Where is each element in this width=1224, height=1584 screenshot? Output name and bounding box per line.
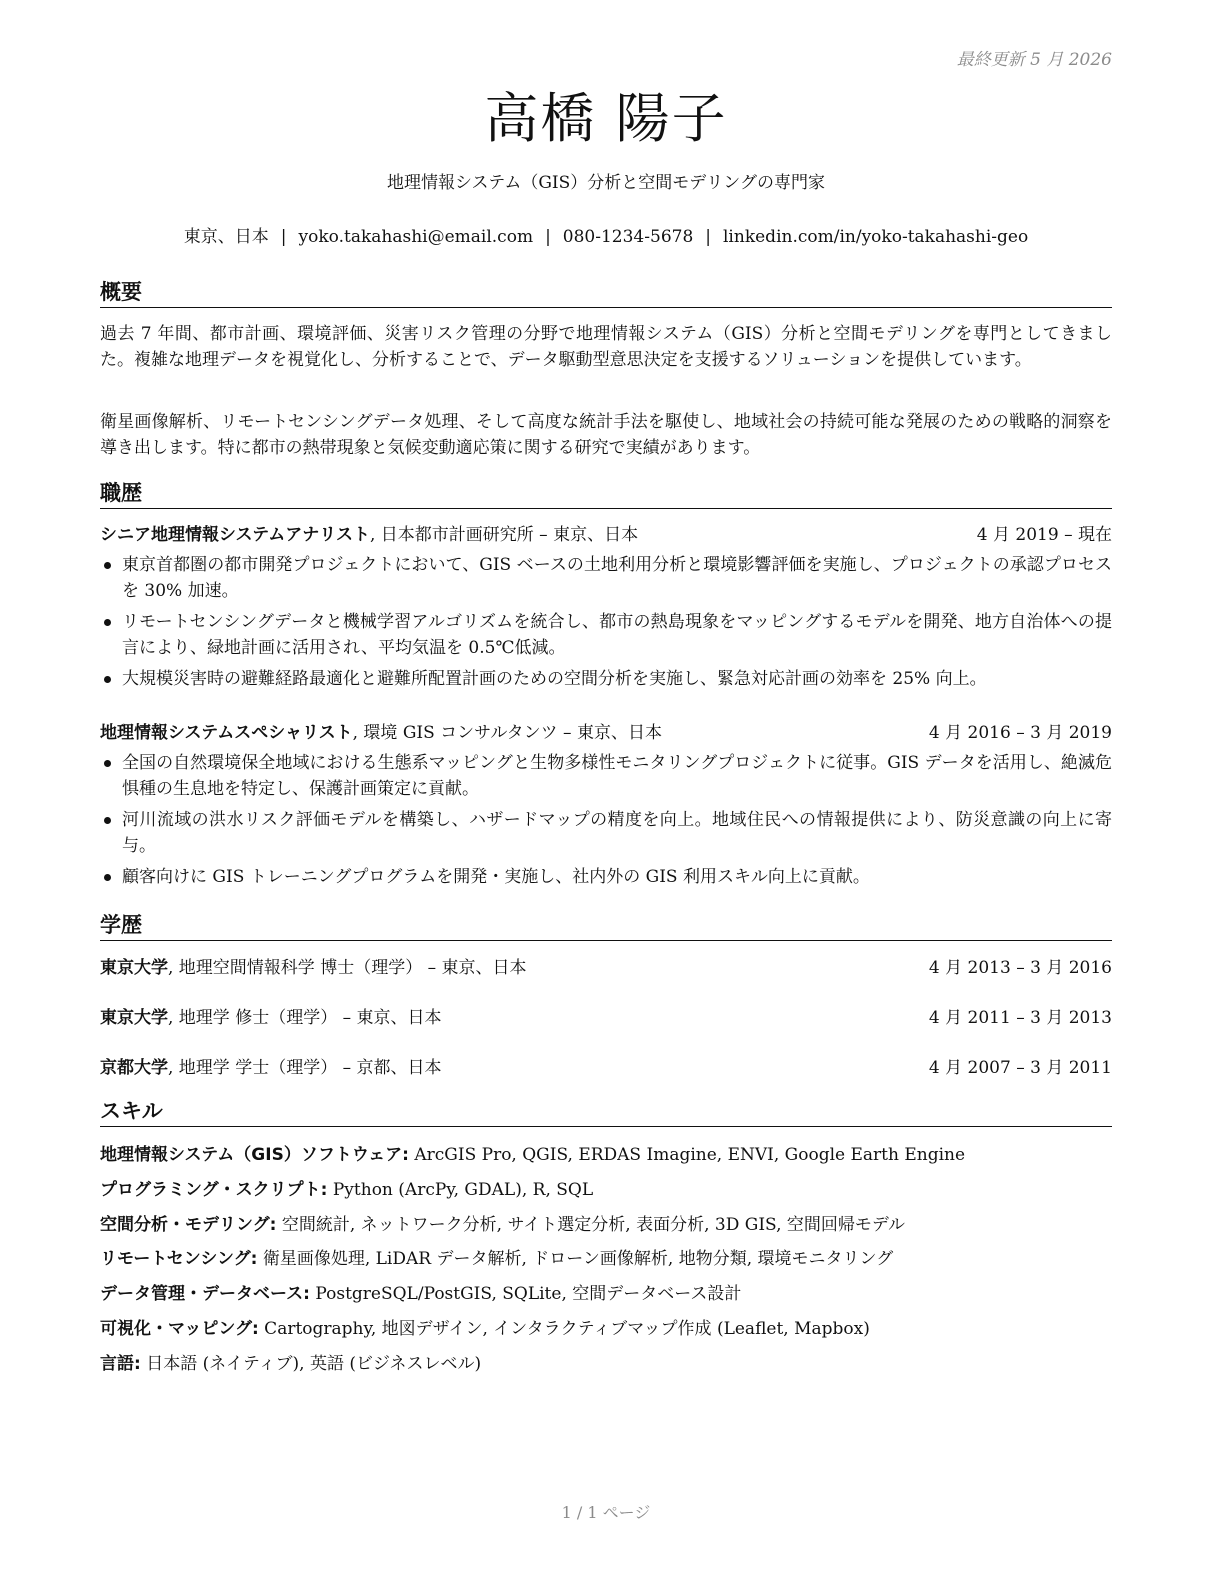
skill-label: プログラミング・スクリプト:: [100, 1180, 328, 1200]
education-entry: [100, 1055, 442, 1081]
skill-value: PostgreSQL/PostGIS, SQLite, 空間データベース設計: [309, 1284, 742, 1304]
headline: 地理情報システム（GIS）分析と空間モデリングの専門家: [387, 173, 825, 193]
education-detail: , 地理学 修士（理学） – 東京、日本: [168, 1008, 442, 1028]
job-header: [100, 522, 1112, 548]
education-detail: , 地理学 学士（理学） – 京都、日本: [168, 1058, 442, 1078]
skill-label: データ管理・データベース:: [100, 1284, 310, 1304]
education-school: 京都大学: [100, 1058, 168, 1078]
section-title-summary: 概要: [100, 278, 1112, 308]
contact-phone: 080-1234-5678: [562, 227, 694, 247]
education-row: [100, 955, 1112, 981]
education-dates: 4 月 2013 – 3 月 2016: [928, 958, 1112, 978]
skill-row: [100, 1316, 1112, 1342]
summary-paragraph: 過去 7 年間、都市計画、環境評価、災害リスク管理の分野で地理情報システム（GIS）分析と空間モデリングを専門としてきました。複雑な地理データを視覚化し、分析することで、データ駆動型意思決定を支援するソリューションを提供しています。: [100, 324, 1112, 370]
job-org: , 環境 GIS コンサルタンツ – 東京、日本: [352, 723, 662, 743]
candidate-name: 高橋 陽子: [484, 87, 728, 150]
skill-row: [100, 1142, 1112, 1168]
education-school: 東京大学: [100, 1008, 168, 1028]
education-detail: , 地理空間情報科学 博士（理学） – 東京、日本: [168, 958, 527, 978]
list-item: 東京首都圏の都市開発プロジェクトにおいて、GIS ベースの土地利用分析と環境影響評価を実施し、プロジェクトの承認プロセスを 30% 加速。: [100, 552, 1112, 604]
skill-value: 日本語 (ネイティブ), 英語 (ビジネスレベル): [140, 1354, 482, 1374]
list-item: 河川流域の洪水リスク評価モデルを構築し、ハザードマップの精度を向上。地域住民への情報提供により、防災意識の向上に寄与。: [100, 807, 1112, 859]
skill-row: [100, 1351, 1112, 1377]
skill-label: 地理情報システム（GIS）ソフトウェア:: [100, 1145, 409, 1165]
job-org: , 日本都市計画研究所 – 東京、日本: [369, 525, 639, 545]
job-title-line: [100, 522, 638, 548]
job-header: [100, 720, 1112, 746]
contact-separator: |: [705, 227, 711, 247]
contact-linkedin[interactable]: linkedin.com/in/yoko-takahashi-geo: [723, 227, 1029, 247]
contact-line: [100, 224, 1112, 250]
list-item: 顧客向けに GIS トレーニングプログラムを開発・実施し、社内外の GIS 利用スキル向上に貢献。: [100, 864, 1112, 890]
skill-value: 衛星画像処理, LiDAR データ解析, ドローン画像解析, 地物分類, 環境モニタリング: [257, 1249, 894, 1269]
list-item: 大規模災害時の避難経路最適化と避難所配置計画のための空間分析を実施し、緊急対応計画の効率を 25% 向上。: [100, 666, 1112, 692]
education-dates: 4 月 2011 – 3 月 2013: [928, 1008, 1112, 1028]
job-bullets: [100, 552, 1112, 697]
job-bullets: [100, 750, 1112, 895]
contact-separator: |: [545, 227, 551, 247]
job-dates: 4 月 2016 – 3 月 2019: [928, 723, 1112, 743]
skill-value: 空間統計, ネットワーク分析, サイト選定分析, 表面分析, 3D GIS, 空間回帰モデル: [276, 1215, 906, 1235]
resume-page: [100, 0, 1112, 1584]
education-row: [100, 1055, 1112, 1081]
section-title-education: 学歴: [100, 911, 1112, 941]
skill-value: Cartography, 地図デザイン, インタラクティブマップ作成 (Leaflet, Mapbox): [258, 1319, 870, 1339]
last-updated: 最終更新 5 月 2026: [956, 50, 1112, 70]
skill-row: [100, 1177, 1112, 1203]
contact-separator: |: [280, 227, 287, 247]
education-dates: 4 月 2007 – 3 月 2011: [928, 1058, 1112, 1078]
education-entry: [100, 1005, 442, 1031]
contact-email[interactable]: yoko.takahashi@email.com: [298, 227, 534, 247]
education-entry: [100, 955, 527, 981]
skill-row: [100, 1246, 1112, 1272]
contact-location: 東京、日本: [183, 227, 269, 247]
skill-label: 言語:: [100, 1354, 141, 1374]
skill-value: Python (ArcPy, GDAL), R, SQL: [327, 1180, 594, 1200]
job-role: シニア地理情報システムアナリスト: [100, 525, 370, 545]
summary-paragraph: 衛星画像解析、リモートセンシングデータ処理、そして高度な統計手法を駆使し、地域社会の持続可能な発展のための戦略的洞察を導き出します。特に都市の熱帯現象と気候変動適応策に関する研究で実績があります。: [100, 412, 1112, 458]
skill-label: 可視化・マッピング:: [100, 1319, 259, 1339]
section-title-skills: スキル: [100, 1097, 1112, 1127]
page-number: 1 / 1 ページ: [561, 1503, 651, 1522]
skill-value: ArcGIS Pro, QGIS, ERDAS Imagine, ENVI, Google Earth Engine: [408, 1145, 966, 1165]
job-title-line: [100, 720, 662, 746]
list-item: 全国の自然環境保全地域における生態系マッピングと生物多様性モニタリングプロジェクトに従事。GIS データを活用し、絶滅危惧種の生息地を特定し、保護計画策定に貢献。: [100, 750, 1112, 802]
list-item: リモートセンシングデータと機械学習アルゴリズムを統合し、都市の熱島現象をマッピングするモデルを開発、地方自治体への提言により、緑地計画に活用され、平均気温を 0.5℃低減。: [100, 609, 1112, 661]
skill-label: 空間分析・モデリング:: [100, 1215, 277, 1235]
skill-row: [100, 1212, 1112, 1238]
job-dates: 4 月 2019 – 現在: [976, 525, 1112, 545]
education-school: 東京大学: [100, 958, 168, 978]
section-title-experience: 職歴: [100, 479, 1112, 509]
skill-label: リモートセンシング:: [100, 1249, 258, 1269]
job-role: 地理情報システムスペシャリスト: [100, 723, 353, 743]
skill-row: [100, 1281, 1112, 1307]
education-row: [100, 1005, 1112, 1031]
